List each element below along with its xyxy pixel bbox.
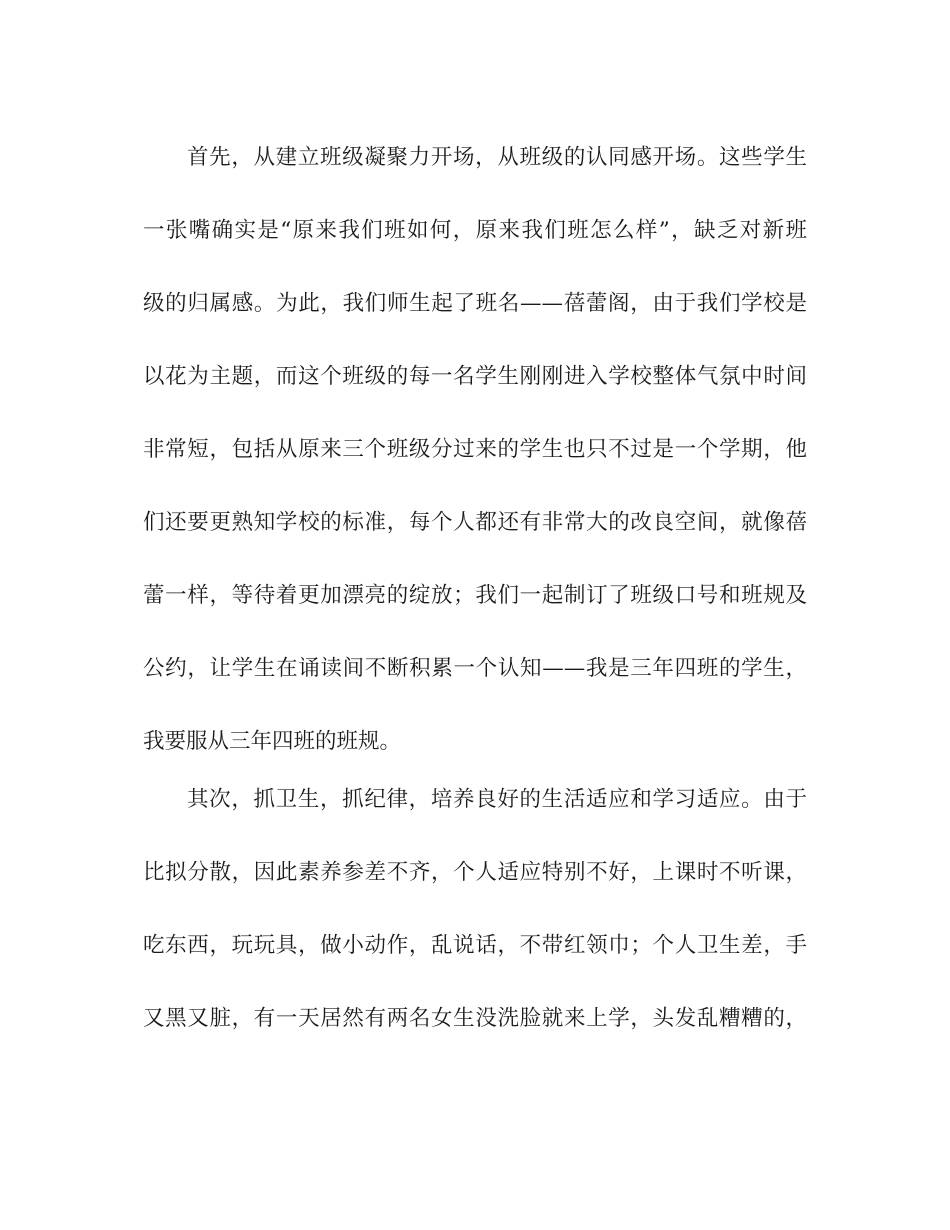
- paragraph-1-line-6: 们还要更熟知学校的标准，每个人都还有非常大的改良空间，就像蓓: [143, 510, 807, 535]
- paragraph-1-line-5: 非常短，包括从原来三个班级分过来的学生也只不过是一个学期，他: [143, 437, 807, 462]
- paragraph-1-line-2: 一张嘴确实是“原来我们班如何，原来我们班怎么样”，缺乏对新班: [143, 218, 807, 243]
- paragraph-2-line-1: 其次，抓卫生，抓纪律，培养良好的生活适应和学习适应。由于: [187, 787, 807, 812]
- paragraph-1-line-8: 公约，让学生在诵读间不断积累一个认知——我是三年四班的学生，: [143, 656, 807, 681]
- paragraph-1-line-4: 以花为主题，而这个班级的每一名学生刚刚进入学校整体气氛中时间: [143, 364, 807, 389]
- paragraph-1-line-7: 蕾一样，等待着更加漂亮的绽放；我们一起制订了班级口号和班规及: [143, 583, 807, 608]
- paragraph-1-line-3: 级的归属感。为此，我们师生起了班名——蓓蕾阁，由于我们学校是: [143, 291, 807, 316]
- paragraph-2-line-4: 又黑又脏，有一天居然有两名女生没洗脸就来上学，头发乱糟糟的，: [143, 1006, 807, 1031]
- paragraph-1-line-9: 我要服从三年四班的班规。: [143, 729, 402, 754]
- paragraph-1-line-1: 首先，从建立班级凝聚力开场，从班级的认同感开场。这些学生: [187, 145, 807, 170]
- paragraph-2-line-2: 比拟分散，因此素养参差不齐，个人适应特别不好，上课时不听课，: [143, 860, 807, 885]
- paragraph-2-line-3: 吃东西，玩玩具，做小动作，乱说话，不带红领巾；个人卫生差，手: [143, 933, 807, 958]
